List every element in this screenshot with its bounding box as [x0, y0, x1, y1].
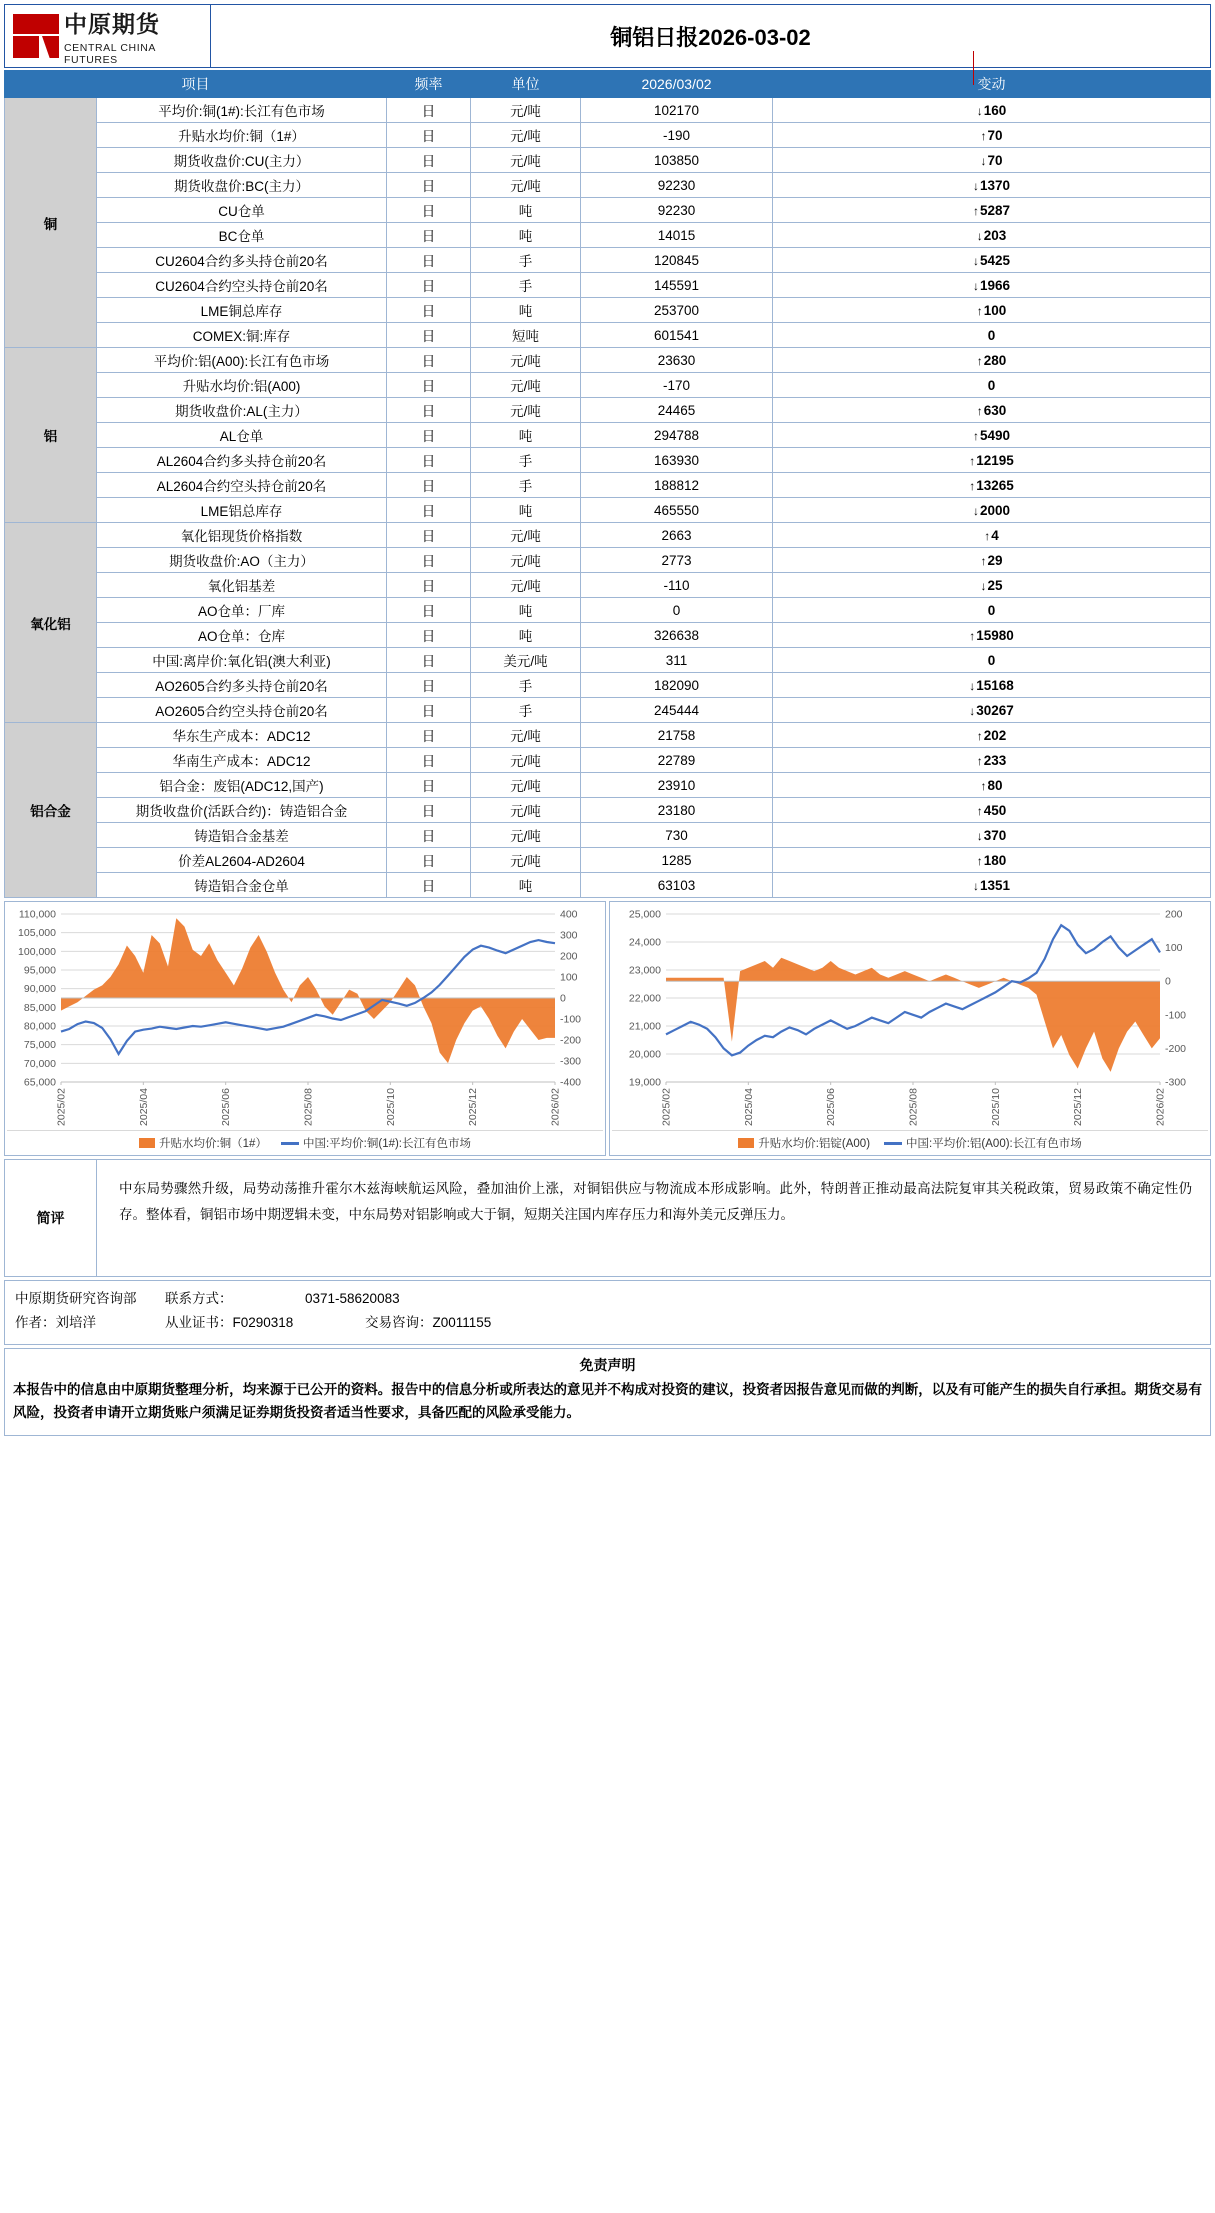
row-item: 氧化铝基差 — [97, 573, 387, 598]
row-value: 102170 — [581, 98, 773, 123]
row-unit: 手 — [471, 698, 581, 723]
row-frequency: 日 — [387, 398, 471, 423]
row-item: COMEX:铜:库存 — [97, 323, 387, 348]
legend-line-swatch — [884, 1142, 902, 1145]
row-value: 92230 — [581, 198, 773, 223]
row-value: 2663 — [581, 523, 773, 548]
table-row — [5, 423, 1211, 448]
table-row — [5, 148, 1211, 173]
row-item: AO仓单：仓库 — [97, 623, 387, 648]
logo-english-name: CENTRAL CHINA FUTURES — [64, 42, 156, 66]
row-unit: 元/吨 — [471, 823, 581, 848]
svg-text:2025/10: 2025/10 — [989, 1088, 1002, 1126]
row-item: LME铜总库存 — [97, 298, 387, 323]
table-row — [5, 598, 1211, 623]
row-unit: 元/吨 — [471, 348, 581, 373]
svg-text:70,000: 70,000 — [23, 1057, 56, 1070]
row-unit: 手 — [471, 673, 581, 698]
row-change: ↑630 — [773, 398, 1211, 423]
svg-text:80,000: 80,000 — [23, 1020, 56, 1033]
legend-label-premium: 升贴水均价:铝锭(A00) — [758, 1138, 871, 1150]
row-unit: 元/吨 — [471, 123, 581, 148]
row-frequency: 日 — [387, 123, 471, 148]
col-header-freq: 频率 — [387, 71, 471, 98]
row-change: 0 — [773, 598, 1211, 623]
row-frequency: 日 — [387, 498, 471, 523]
col-header-change: 变动 — [773, 71, 1211, 98]
row-item: BC仓单 — [97, 223, 387, 248]
consult-value: Z0011155 — [432, 1315, 492, 1331]
table-row — [5, 323, 1211, 348]
row-unit: 吨 — [471, 498, 581, 523]
row-item: CU仓单 — [97, 198, 387, 223]
row-change: ↓370 — [773, 823, 1211, 848]
svg-text:2025/04: 2025/04 — [137, 1088, 150, 1126]
table-header-row — [5, 71, 1211, 98]
svg-text:400: 400 — [560, 908, 578, 921]
row-unit: 元/吨 — [471, 798, 581, 823]
table-row — [5, 398, 1211, 423]
svg-text:85,000: 85,000 — [23, 1001, 56, 1014]
svg-text:20,000: 20,000 — [628, 1048, 661, 1061]
row-value: 23630 — [581, 348, 773, 373]
svg-text:75,000: 75,000 — [23, 1039, 56, 1052]
row-unit: 元/吨 — [471, 373, 581, 398]
phone-value: 0371-58620083 — [305, 1291, 400, 1306]
table-row — [5, 848, 1211, 873]
table-row — [5, 673, 1211, 698]
svg-text:-400: -400 — [560, 1076, 582, 1089]
row-item: 铸造铝合金基差 — [97, 823, 387, 848]
table-row — [5, 798, 1211, 823]
svg-text:-300: -300 — [560, 1055, 582, 1068]
row-item: AL2604合约空头持仓前20名 — [97, 473, 387, 498]
table-row — [5, 298, 1211, 323]
row-item: 价差AL2604-AD2604 — [97, 848, 387, 873]
table-row — [5, 723, 1211, 748]
svg-text:-300: -300 — [1165, 1076, 1187, 1089]
row-frequency: 日 — [387, 748, 471, 773]
svg-text:24,000: 24,000 — [628, 936, 661, 949]
row-frequency: 日 — [387, 648, 471, 673]
svg-text:2025/06: 2025/06 — [825, 1088, 838, 1126]
row-item: 华南生产成本：ADC12 — [97, 748, 387, 773]
title-divider — [973, 51, 974, 85]
report-header — [4, 4, 1211, 68]
svg-text:95,000: 95,000 — [23, 964, 56, 977]
svg-text:300: 300 — [560, 929, 578, 942]
row-value: 294788 — [581, 423, 773, 448]
svg-text:0: 0 — [560, 992, 566, 1005]
row-change: ↓1370 — [773, 173, 1211, 198]
row-change: ↓25 — [773, 573, 1211, 598]
svg-text:-100: -100 — [1165, 1009, 1187, 1022]
logo-chinese-name: 中原期货 — [64, 12, 160, 37]
group-label: 铜 — [5, 98, 97, 348]
row-change: ↑4 — [773, 523, 1211, 548]
row-item: 平均价:铝(A00):长江有色市场 — [97, 348, 387, 373]
row-unit: 元/吨 — [471, 398, 581, 423]
row-value: 182090 — [581, 673, 773, 698]
table-row — [5, 698, 1211, 723]
svg-text:23,000: 23,000 — [628, 964, 661, 977]
row-value: 21758 — [581, 723, 773, 748]
group-label: 氧化铝 — [5, 523, 97, 723]
row-change: ↓2000 — [773, 498, 1211, 523]
svg-text:2025/08: 2025/08 — [302, 1088, 315, 1126]
disclaimer-section — [4, 1348, 1211, 1436]
row-unit: 元/吨 — [471, 573, 581, 598]
row-unit: 手 — [471, 248, 581, 273]
row-value: 120845 — [581, 248, 773, 273]
table-row — [5, 748, 1211, 773]
row-item: 期货收盘价:CU(主力） — [97, 148, 387, 173]
row-value: -170 — [581, 373, 773, 398]
row-value: 63103 — [581, 873, 773, 898]
row-change: ↑450 — [773, 798, 1211, 823]
row-value: 24465 — [581, 398, 773, 423]
commentary-text: 中东局势骤然升级，局势动荡推升霍尔木兹海峡航运风险，叠加油价上涨，对铜铝供应与物流成本形成影响。此外，特朗普正推动最高法院复审其关税政策，贸易政策不确定性仍存。整体看，铜铝市场中期逻辑未变，中东局势对铝影响或大于铜，短期关注国内库存压力和海外美元反弹压力。 — [119, 1181, 1192, 1223]
row-unit: 美元/吨 — [471, 648, 581, 673]
col-header-unit: 单位 — [471, 71, 581, 98]
phone-label: 联系方式： — [165, 1291, 233, 1306]
row-item: CU2604合约多头持仓前20名 — [97, 248, 387, 273]
row-item: CU2604合约空头持仓前20名 — [97, 273, 387, 298]
table-row — [5, 448, 1211, 473]
row-value: 23910 — [581, 773, 773, 798]
row-change: ↑29 — [773, 548, 1211, 573]
row-change: ↑80 — [773, 773, 1211, 798]
row-item: 期货收盘价(活跃合约)：铸造铝合金 — [97, 798, 387, 823]
row-value: 465550 — [581, 498, 773, 523]
table-row — [5, 573, 1211, 598]
cert-value: F0290318 — [232, 1315, 294, 1331]
row-unit: 吨 — [471, 598, 581, 623]
row-change: ↑280 — [773, 348, 1211, 373]
row-value: -110 — [581, 573, 773, 598]
copper-chart-legend — [7, 1130, 603, 1153]
row-value: 2773 — [581, 548, 773, 573]
table-row — [5, 223, 1211, 248]
row-change: ↑5490 — [773, 423, 1211, 448]
row-change: ↑13265 — [773, 473, 1211, 498]
table-row — [5, 248, 1211, 273]
col-header-date: 2026/03/02 — [581, 71, 773, 98]
row-frequency: 日 — [387, 598, 471, 623]
row-frequency: 日 — [387, 698, 471, 723]
row-item: AO2605合约空头持仓前20名 — [97, 698, 387, 723]
group-label: 铝 — [5, 348, 97, 523]
disclaimer-text: 本报告中的信息由中原期货整理分析，均来源于已公开的资料。报告中的信息分析或所表达的意见并不构成对投资的建议，投资者因报告意见而做的判断，以及有可能产生的损失自行承担。期货交易有风险，投资者申请开立期货账户须满足证券期货投资者适当性要求，具备匹配的风险承受能力。 — [13, 1381, 1202, 1421]
table-row — [5, 623, 1211, 648]
row-item: 中国:离岸价:氧化铝(澳大利亚) — [97, 648, 387, 673]
row-change: ↑15980 — [773, 623, 1211, 648]
row-frequency: 日 — [387, 373, 471, 398]
row-item: 升贴水均价:铜（1#） — [97, 123, 387, 148]
row-unit: 元/吨 — [471, 173, 581, 198]
svg-text:110,000: 110,000 — [18, 908, 56, 921]
svg-text:2026/02: 2026/02 — [549, 1088, 562, 1126]
row-item: AL2604合约多头持仓前20名 — [97, 448, 387, 473]
row-frequency: 日 — [387, 573, 471, 598]
legend-label-premium: 升贴水均价:铜（1#） — [158, 1138, 267, 1150]
row-frequency: 日 — [387, 848, 471, 873]
row-unit: 吨 — [471, 298, 581, 323]
page-title — [211, 21, 1210, 52]
legend-line-swatch — [281, 1142, 299, 1145]
row-value: 253700 — [581, 298, 773, 323]
svg-text:200: 200 — [560, 950, 578, 963]
row-unit: 吨 — [471, 623, 581, 648]
row-item: 期货收盘价:AL(主力） — [97, 398, 387, 423]
row-item: 铸造铝合金仓单 — [97, 873, 387, 898]
svg-text:90,000: 90,000 — [23, 983, 56, 996]
row-change: ↑70 — [773, 123, 1211, 148]
svg-text:21,000: 21,000 — [628, 1020, 661, 1033]
author-value: 刘培洋 — [55, 1315, 96, 1331]
row-value: 23180 — [581, 798, 773, 823]
row-item: 铝合金：废铝(ADC12,国产) — [97, 773, 387, 798]
row-unit: 吨 — [471, 223, 581, 248]
row-value: 103850 — [581, 148, 773, 173]
svg-text:-100: -100 — [560, 1013, 582, 1026]
row-unit: 吨 — [471, 873, 581, 898]
table-row — [5, 273, 1211, 298]
table-row — [5, 523, 1211, 548]
logo-mark-icon — [13, 14, 59, 58]
svg-text:19,000: 19,000 — [628, 1076, 661, 1089]
svg-text:2025/08: 2025/08 — [907, 1088, 920, 1126]
row-value: 22789 — [581, 748, 773, 773]
consult-label: 交易咨询： — [365, 1315, 433, 1331]
table-row — [5, 648, 1211, 673]
row-item: LME铝总库存 — [97, 498, 387, 523]
row-frequency: 日 — [387, 173, 471, 198]
row-frequency: 日 — [387, 323, 471, 348]
row-item: 氧化铝现货价格指数 — [97, 523, 387, 548]
row-item: AO仓单：厂库 — [97, 598, 387, 623]
row-value: 14015 — [581, 223, 773, 248]
table-row — [5, 173, 1211, 198]
row-change: ↑100 — [773, 298, 1211, 323]
author-label: 作者： — [15, 1315, 56, 1331]
row-value: 1285 — [581, 848, 773, 873]
legend-label-price: 中国:平均价:铝(A00):长江有色市场 — [906, 1138, 1082, 1150]
row-unit: 手 — [471, 448, 581, 473]
row-frequency: 日 — [387, 348, 471, 373]
row-unit: 元/吨 — [471, 748, 581, 773]
svg-text:25,000: 25,000 — [628, 908, 661, 921]
metrics-table — [4, 70, 1211, 898]
row-change: ↓203 — [773, 223, 1211, 248]
row-change: 0 — [773, 373, 1211, 398]
table-body — [5, 98, 1211, 898]
svg-text:2025/02: 2025/02 — [660, 1088, 673, 1126]
contact-section — [4, 1280, 1211, 1345]
row-change: ↑233 — [773, 748, 1211, 773]
table-row — [5, 823, 1211, 848]
row-value: 188812 — [581, 473, 773, 498]
row-change: ↓30267 — [773, 698, 1211, 723]
svg-text:100,000: 100,000 — [18, 945, 56, 958]
aluminum-chart-legend — [612, 1130, 1208, 1153]
table-row — [5, 198, 1211, 223]
svg-text:65,000: 65,000 — [23, 1076, 56, 1089]
row-unit: 手 — [471, 273, 581, 298]
cert-label: 从业证书： — [165, 1315, 233, 1331]
row-unit: 元/吨 — [471, 148, 581, 173]
row-frequency: 日 — [387, 98, 471, 123]
row-change: ↓15168 — [773, 673, 1211, 698]
table-row — [5, 98, 1211, 123]
copper-chart-card — [4, 901, 606, 1156]
page-title-text: 铜铝日报2026-03-02 — [610, 24, 811, 50]
row-frequency: 日 — [387, 548, 471, 573]
row-unit: 短吨 — [471, 323, 581, 348]
row-item: 华东生产成本：ADC12 — [97, 723, 387, 748]
legend-label-price: 中国:平均价:铜(1#):长江有色市场 — [302, 1138, 472, 1150]
row-item: 升贴水均价:铝(A00) — [97, 373, 387, 398]
row-frequency: 日 — [387, 623, 471, 648]
row-value: 145591 — [581, 273, 773, 298]
row-frequency: 日 — [387, 223, 471, 248]
row-frequency: 日 — [387, 873, 471, 898]
row-frequency: 日 — [387, 673, 471, 698]
row-item: AL仓单 — [97, 423, 387, 448]
row-value: 326638 — [581, 623, 773, 648]
row-frequency: 日 — [387, 773, 471, 798]
row-item: 平均价:铜(1#):长江有色市场 — [97, 98, 387, 123]
table-row — [5, 473, 1211, 498]
table-row — [5, 123, 1211, 148]
row-change: ↑5287 — [773, 198, 1211, 223]
row-change: ↓5425 — [773, 248, 1211, 273]
row-unit: 吨 — [471, 423, 581, 448]
row-value: 730 — [581, 823, 773, 848]
row-frequency: 日 — [387, 423, 471, 448]
svg-text:0: 0 — [1165, 975, 1171, 988]
row-frequency: 日 — [387, 148, 471, 173]
commentary-label: 简评 — [5, 1160, 97, 1276]
row-frequency: 日 — [387, 798, 471, 823]
row-frequency: 日 — [387, 448, 471, 473]
row-frequency: 日 — [387, 523, 471, 548]
legend-bar-swatch — [139, 1138, 155, 1148]
row-item: 期货收盘价:AO（主力） — [97, 548, 387, 573]
svg-text:105,000: 105,000 — [18, 927, 56, 940]
row-unit: 元/吨 — [471, 98, 581, 123]
company-logo — [5, 5, 211, 67]
row-change: ↓1966 — [773, 273, 1211, 298]
row-frequency: 日 — [387, 198, 471, 223]
table-row — [5, 348, 1211, 373]
svg-text:2025/12: 2025/12 — [1072, 1088, 1085, 1126]
svg-text:100: 100 — [1165, 942, 1183, 955]
svg-text:-200: -200 — [1165, 1042, 1187, 1055]
aluminum-chart — [612, 906, 1208, 1128]
row-change: ↓160 — [773, 98, 1211, 123]
group-label: 铝合金 — [5, 723, 97, 898]
row-change: ↑12195 — [773, 448, 1211, 473]
table-row — [5, 773, 1211, 798]
svg-text:2026/02: 2026/02 — [1154, 1088, 1167, 1126]
row-value: 0 — [581, 598, 773, 623]
aluminum-chart-card — [609, 901, 1211, 1156]
svg-text:2025/04: 2025/04 — [742, 1088, 755, 1126]
row-value: 163930 — [581, 448, 773, 473]
svg-text:-200: -200 — [560, 1034, 582, 1047]
row-change: ↓70 — [773, 148, 1211, 173]
svg-text:100: 100 — [560, 971, 578, 984]
row-frequency: 日 — [387, 298, 471, 323]
copper-chart — [7, 906, 603, 1128]
row-value: 601541 — [581, 323, 773, 348]
row-unit: 吨 — [471, 198, 581, 223]
row-value: 245444 — [581, 698, 773, 723]
row-value: -190 — [581, 123, 773, 148]
row-unit: 元/吨 — [471, 723, 581, 748]
row-unit: 元/吨 — [471, 523, 581, 548]
row-unit: 元/吨 — [471, 548, 581, 573]
legend-bar-swatch — [738, 1138, 754, 1148]
row-frequency: 日 — [387, 248, 471, 273]
row-frequency: 日 — [387, 273, 471, 298]
svg-text:2025/02: 2025/02 — [55, 1088, 68, 1126]
charts-row — [4, 901, 1211, 1156]
col-header-item: 项目 — [5, 71, 387, 98]
row-unit: 元/吨 — [471, 848, 581, 873]
row-change: ↓1351 — [773, 873, 1211, 898]
row-frequency: 日 — [387, 723, 471, 748]
disclaimer-title: 免责声明 — [579, 1356, 636, 1373]
row-value: 311 — [581, 648, 773, 673]
svg-text:2025/06: 2025/06 — [220, 1088, 233, 1126]
svg-text:22,000: 22,000 — [628, 992, 661, 1005]
table-row — [5, 548, 1211, 573]
table-row — [5, 873, 1211, 898]
row-change: 0 — [773, 323, 1211, 348]
svg-text:2025/12: 2025/12 — [467, 1088, 480, 1126]
row-change: ↑202 — [773, 723, 1211, 748]
research-dept: 中原期货研究咨询部 — [15, 1291, 137, 1306]
row-change: ↑180 — [773, 848, 1211, 873]
row-value: 92230 — [581, 173, 773, 198]
row-item: AO2605合约多头持仓前20名 — [97, 673, 387, 698]
table-row — [5, 498, 1211, 523]
row-frequency: 日 — [387, 823, 471, 848]
table-row — [5, 373, 1211, 398]
commentary-section — [4, 1159, 1211, 1277]
row-item: 期货收盘价:BC(主力） — [97, 173, 387, 198]
row-unit: 元/吨 — [471, 773, 581, 798]
svg-text:2025/10: 2025/10 — [384, 1088, 397, 1126]
svg-text:200: 200 — [1165, 908, 1183, 921]
row-unit: 手 — [471, 473, 581, 498]
row-frequency: 日 — [387, 473, 471, 498]
row-change: 0 — [773, 648, 1211, 673]
